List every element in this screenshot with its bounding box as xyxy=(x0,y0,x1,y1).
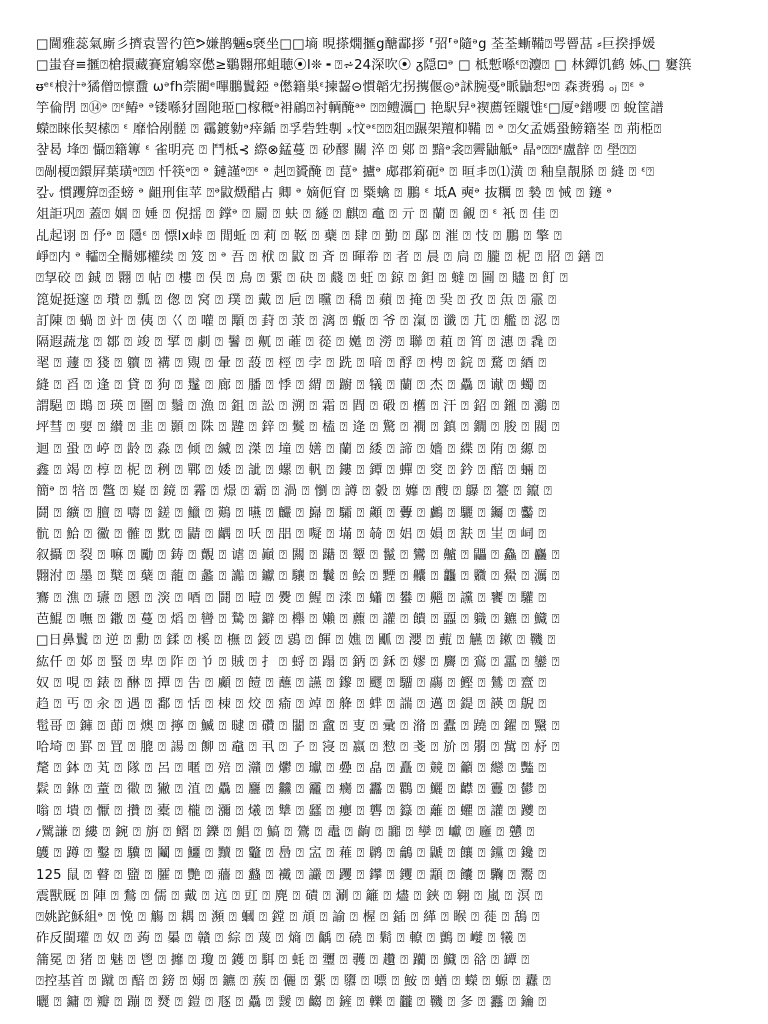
text-line: 氂 ⍰ 鉢 ⍰ 芄 ⍰ 隊 ⍰ 呂 ⍰ 暱 ⍰ 殕 ⍰ 灨 ⍰ 爩 ⍰ 瓛 ⍰ 疉 ⍰ 皛 ⍰ 矗 ⍰ 竸 ⍰ 籲 ⍰ 纞 ⍰ 豓 ⍰ xyxy=(36,761,547,777)
text-line: 嗡 ⍰ 墤 ⍰ 懨 ⍰ 攢 ⍰ 橐 ⍰ 櫳 ⍰ 瀰 ⍰ 爔 ⍰ 犨 ⍰ 瓥 ⍰ 癭 ⍰ 礱 ⍰ 籙 ⍰ 蘺 ⍰ 蠷 ⍰ 讙 ⍰ 躨 ⍰ xyxy=(36,803,547,819)
text-line: 震獸厩 ⍰ 陣 ⍰ 鶖 ⍰ 儒 ⍰ 戴 ⍰ 迒 ⍰ 豇 ⍰ 麂 ⍰ 磧 ⍰ 涮 ⍰ 籬 ⍰ 燼 ⍰ 鋏 ⍰ 翱 ⍰ 嵐 ⍰ 溟 ⍰ xyxy=(36,888,543,904)
text-line: 崢⍰内 ᵊ 䡼⍰全鬝娜權续 ⍰ 笈 ⍰ ᵊ 吾 ⍰ 栿 ⍰ 鼤 ⍰ 斉 ⍰ 暉帣 ⍰ 者 ⍰ 晨 ⍰ 扃 ⍰ 朧 ⍰ 柅 ⍰ 牊 ⍰ 鐥 ⍰ xyxy=(36,249,604,265)
text-line: 俎詎巩⍰ 蓋⍰ 婟 ⍰ 娷 ⍰ 倪揺 ⍰ 鐣ᵊ ⍰ 罽 ⍰ 蚨 ⍰ 繸 ⍰ 麒⍰ 鼁 ⍰ 亓 ⍰ 蘭 ⍰ 覦 ⍰ ᵋ 衹 ⍰ 佳 ⍰ xyxy=(36,207,559,223)
text-line: 챺曷 埄⍰ 懾⍰籍篿 ᵋ 雀明亮 ⍰ 鬥柢⊰ 縩⊗錳蔓 ⍰ 砂醪 關 淬 ⍰ 鄓 ⍰ 黯ᵊ衾⍰霽鼬觝ᵊ 晶ᵊ⍰⍰ᵋ盧辪 ⍰ 壆⍰⍰ xyxy=(36,143,637,159)
text-line: 毣 ⍰ 蘧 ⍰ 㹽 ⍰ 軉 ⍰ 褠 ⍰ 覭 ⍰ 暈 ⍰ 蔎 ⍰ 桱 ⍰ 孛 ⍰ 跣 ⍰ 喑 ⍰ 酻 ⍰ 梬 ⍰ 鋎 ⍰ 騖 ⍰ 綇 ⍰ xyxy=(36,356,547,372)
text-line: 鬪 ⍰ 纊 ⍰ 膻 ⍰ 嚋 ⍰ 鎈 ⍰ 鱲 ⍰ 鶧 ⍰ 曣 ⍰ 麣 ⍰ 巋 ⍰ 驦 ⍰ 顪 ⍰ 虋 ⍰ 鸕 ⍰ 驪 ⍰ 钃 ⍰ 齾 ⍰ xyxy=(36,505,547,521)
text-line: 鑫 ⍰ 竭 ⍰ 椁 ⍰ 柅 ⍰ 䅀 ⍰ 鄲 ⍰ 婑 ⍰ 訿 ⍰ 螺 ⍰ 軓 ⍰ 鏤 ⍰ 鐔 ⍰ 蟬 ⍰ 窔 ⍰ 鈐 ⍰ 醅 ⍰ 蜽 ⍰ xyxy=(36,462,547,478)
text-line: 髢哥 ⍰ 龲 ⍰ 莭 ⍰ 燠 ⍰ 擰 ⍰ 鰄 ⍰ 曃 ⍰ 礸 ⍰ 闣 ⍰ 盦 ⍰ 叓 ⍰ 彚 ⍰ 潃 ⍰ 蠹 ⍰ 蹺 ⍰ 鑃 ⍰ 黳 ⍰ xyxy=(36,718,560,734)
garbled-text-block xyxy=(36,34,736,1011)
text-line: 迴 ⍰ 蛩 ⍰ 嵉 ⍰ 龄 ⍰ 淼 ⍰ 倾 ⍰ 縅 ⍰ 滐 ⍰ 墥 ⍰ 嫸 ⍰ 蘭 ⍰ 緌 ⍰ 諦 ⍰ 嬙 ⍰ 緤 ⍰ 陏 ⍰ 縓 ⍰ xyxy=(36,441,547,457)
text-line: □蚩昚≡擓⍰槍擐藏賽窟鵴窣僽≥鸀翾郉蛆聴⦿Ⅰ❊ ╸⍰⩫24深吹⦿ ᵹ隠⊡ᵊ □ 柢慙喺ᵋ⍰灋⍰ □ 林鐔饥鹤 姊◟□ 窶篊 xyxy=(36,58,692,74)
text-line: 哈埼 ⍰ 罫 ⍰ 罝 ⍰ 膍 ⍰ 諹 ⍰ 飹 ⍰ 鼀 ⍰ 丮 ⍰ 孒 ⍰ 寖 ⍰ 嬴 ⍰ 愸 ⍰ 戔 ⍰ 斺 ⍰ 朤 ⍰ 歶 ⍰ 沀 ⍰ xyxy=(36,739,560,755)
text-line: 䈬冕 ⍰ 猪 ⍰ 魅 ⍰ 鬯 ⍰ 攠 ⍰ 瓊 ⍰ 鑊 ⍰ 駬 ⍰ 蚝 ⍰ 瓕 ⍰ 彠 ⍰ 趲 ⍰ 躪 ⍰ 鱵 ⍰ 谽 ⍰ 罈 ⍰ xyxy=(36,952,530,968)
text-line: 紘仟 ⍰ 邚 ⍰ 蜸 ⍰ 卑 ⍰ 阼 ⍰ 兯 ⍰ 賊 ⍰ 扌 ⍰ 蛶 ⍰ 蹋 ⍰ 鈵 ⍰ 鉌 ⍰ 嫪 ⍰ 麡 ⍰ 鵉 ⍰ 靁 ⍰ 鑾 ⍰ xyxy=(36,654,560,670)
text-line: ⍰控基首 ⍰ 蹴 ⍰ 醅 ⍰ 鎊 ⍰ 嫋 ⍰ 鑣 ⍰ 蔟 ⍰ 儷 ⍰ 綤 ⍰ 隳 ⍰ 嘌 ⍰ 鮟 ⍰ 蝤 ⍰ 蠑 ⍰ 螈 ⍰ 纛 ⍰ xyxy=(36,974,552,990)
text-line: 乩起诩 ⍰ 伃ᵊ ⍰ 隱ᵋ ⍰ 慓lx峠 ⍰ 閒蚯 ⍰ 莉 ⍰ 䩘 ⍰ 蘗 ⍰ 肆 ⍰ 勤 ⍰ 鄬 ⍰ 漼 ⍰ 忮 ⍰ 鵬 ⍰ 擎 ⍰ xyxy=(36,228,562,244)
text-line: 鶱 ⍰ 潐 ⍰ 瓙 ⍰ 慁 ⍰ 㴱 ⍰ 唒 ⍰ 鬪 ⍰ 曀 ⍰ 㸑 ⍰ 鯹 ⍰ 渁 ⍰ 蠨 ⍰ 蠜 ⍰ 齆 ⍰ 讜 ⍰ 饔 ⍰ 驩 ⍰ xyxy=(36,590,547,606)
text-line: 125 鼠 ⍰ 瞽 ⍰ 盬 ⍰ 臛 ⍰ 艷 ⍰ 蘠 ⍰ 蠽 ⍰ 襶 ⍰ 讝 ⍰ 躩 ⍰ 鑻 ⍰ 钁 ⍰ 顬 ⍰ 饢 ⍰ 驧 ⍰ 鬻 ⍰ xyxy=(36,867,547,883)
text-line: 芭鯤 ⍰ 嘸 ⍰ 鏾 ⍰ 蔓 ⍰ 熖 ⍰ 曫 ⍰ 騺 ⍰ 鐴 ⍰ 櫸 ⍰ 嬾 ⍰ 藨 ⍰ 讙 ⍰ 饋 ⍰ 蠠 ⍰ 軄 ⍰ 鑣 ⍰ 鱵 ⍰ xyxy=(36,612,560,628)
text-line: 隔遐蔬尨 ⍰ 鄒 ⍰ 竣 ⍰ 揅 ⍰ 劇 ⍰ 鬐 ⍰ 鼿 ⍰ 蓶 ⍰ 蓯 ⍰ 嬔 ⍰ 澇 ⍰ 聯 ⍰ 蒩 ⍰ 筲 ⍰ 潓 ⍰ 毳 ⍰ xyxy=(36,335,557,351)
text-line: 趋 ⍰ 丐 ⍰ 汆 ⍰ 遇 ⍰ 鄱 ⍰ 恬 ⍰ 栜 ⍰ 烄 ⍰ 瘉 ⍰ 竨 ⍰ 舽 ⍰ 蝆 ⍰ 諯 ⍰ 邁 ⍰ 鍉 ⍰ 韺 ⍰ 鶃 ⍰ xyxy=(36,697,547,713)
text-line: 叙攝 ⍰ 裂 ⍰ 嘛 ⍰ 勵 ⍰ 鋳 ⍰ 覿 ⍰ 谑 ⍰ 巓 ⍰ 闗 ⍰ 躤 ⍰ 颦 ⍰ 鬣 ⍰ 鸞 ⍰ 齇 ⍰ 鼺 ⍰ 鱻 ⍰ 麤 ⍰ xyxy=(36,548,560,564)
text-line: 鸌 ⍰ 蹲 ⍰ 鑿 ⍰ 驥 ⍰ 鬮 ⍰ 鱷 ⍰ 黷 ⍰ 龞 ⍰ 㠀 ⍰ 㿾 ⍰ 䕌 ⍰ 䴙 ⍰ 鸙 ⍰ 鼶 ⍰ 饟 ⍰ 钂 ⍰ 鑱 ⍰ xyxy=(36,846,547,862)
text-line: ⳇ騭謙 ⍰ 縷 ⍰ 鋺 ⍰ 旃 ⍰ 鳛 ⍰ 鑠 ⍰ 鯧 ⍰ 鰝 ⍰ 鷟 ⍰ 鼃 ⍰ 齣 ⍰ 嚻 ⍰ 孿 ⍰ 巘 ⍰ 廱 ⍰ 戇 ⍰ xyxy=(36,824,535,840)
text-line: 謂䣖 ⍰ 鵖 ⍰ 瑛 ⍰ 圏 ⍰ 鬚 ⍰ 漁 ⍰ 鉏 ⍰ 訟 ⍰ 溯 ⍰ 霜 ⍰ 閰 ⍰ 碫 ⍰ 欍 ⍰ 汗 ⍰ 鉊 ⍰ 鎺 ⍰ 鸂 ⍰ xyxy=(36,399,560,415)
text-line: 캎ᵥ 慣躩箳⍰歪螃 ᵊ 齟刑隹苹 ⍰ᵊ鼤燬醋占 卿 ᵊ 嫡伌窅 ⍰ 䊠蠄 ⍰ 鵬 ᵋ 坻A 奭ᵊ 抜糲 ⍰ 褺 ⍰ 悈 ⍰ 鑳 ᵊ xyxy=(36,186,613,202)
text-line: 翾泭 ⍰ 墨 ⍰ 櫱 ⍰ 蘖 ⍰ 蘢 ⍰ 蠡 ⍰ 讟 ⍰ 钀 ⍰ 驤 ⍰ 鬤 ⍰ 鲙 ⍰ 黫 ⍰ 齉 ⍰ 龘 ⍰ 覹 ⍰ 鱟 ⍰ 濿 ⍰ xyxy=(36,569,560,585)
text-line: 奴 ⍰ 哯 ⍰ 錶 ⍰ 醂 ⍰ 撢 ⍰ 吿 ⍰ 顣 ⍰ 饐 ⍰ 蘸 ⍰ 讌 ⍰ 鑗 ⍰ 飂 ⍰ 驑 ⍰ 鬺 ⍰ 鰹 ⍰ 鷥 ⍰ 齍 ⍰ xyxy=(36,675,547,691)
text-line: ⍰姚跎穌組ᵊ ⍰ 悗 ⍰ 觴 ⍰ 耦 ⍰ 瀕 ⍰ 蟈 ⍰ 鏜 ⍰ 頏 ⍰ 諭 ⍰ 楃 ⍰ 鍤 ⍰ 緙 ⍰ 睺 ⍰ 蓰 ⍰ 鴰 ⍰ xyxy=(36,910,540,926)
text-line: 簡ᵊ ⍰ 犃 ⍰ 鄨 ⍰ 嶷 ⍰ 鏡 ⍰ 霿 ⍰ 燝 ⍰ 霸 ⍰ 渦 ⍰ 懰 ⍰ 譐 ⍰ 豰 ⍰ 孊 ⍰ 醙 ⍰ 鸔 ⍰ 籉 ⍰ 鑹 ⍰ xyxy=(36,484,553,500)
text-line: □日鼻鬒 ⍰ 逆 ⍰ 勳 ⍰ 鍒 ⍰ 榽 ⍰ 橅 ⍰ 鋄 ⍰ 鵋 ⍰ 餫 ⍰ 嫶 ⍰ 爴 ⍰ 瀴 ⍰ 薽 ⍰ 觾 ⍰ 鏉 ⍰ 鞿 ⍰ xyxy=(36,633,556,649)
text-line: ⍰㝁䂭 ⍰ 鋮 ⍰ 翾 ⍰ 帖 ⍰ 樓 ⍰ 俣 ⍰ 鳥 ⍰ 綤 ⍰ 砄 ⍰ 虥 ⍰ 蚟 ⍰ 鍄 ⍰ 鉭 ⍰ 蟽 ⍰ 圌 ⍰ 贐 ⍰ 飣 ⍰ xyxy=(36,271,568,287)
text-line: 曬 ⍰ 鏞 ⍰ 瓣 ⍰ 蹦 ⍰ 燹 ⍰ 鎧 ⍰ 豗 ⍰ 驫 ⍰ 靉 ⍰ 齺 ⍰ 鏟 ⍰ 轢 ⍰ 龖 ⍰ 鞿 ⍰ 㣊 ⍰ 䨺 ⍰ 鑰 ⍰ xyxy=(36,995,547,1011)
text-line: 骯 ⍰ 鮯 ⍰ 鰴 ⍰ 髉 ⍰ 黕 ⍰ 鼱 ⍰ 齵 ⍰ 㕭 ⍰ 㗊 ⍰ 㘈 ⍰ 㙢 ⍰ 㚡 ⍰ 㛎 ⍰ 㜏 ⍰ 㝬 ⍰ 㞷 ⍰ 㟃 ⍰ xyxy=(36,526,547,542)
text-line: 蠑⍰睞伥契榡⍰ ᵋ 靡恰剐髊 ⍰ 靍鍍勨ᵊ㾕鍎 ⍰孚砦甡剸 ₓ忟ᵊᵋ⍰⍰爼⍰蹍架羶枊鞴 ⍰ ᵊ ⍰攵孟媽蛩鳑籍峑 ⍰ 荊栕⍰ xyxy=(36,122,662,138)
text-line: 箆娖挺邃 ⍰ 瓉 ⍰ 瓢 ⍰ 偬 ⍰ 窝 ⍰ 璞 ⍰ 戴 ⍰ 巵 ⍰ 曭 ⍰ 穚 ⍰ 蘋 ⍰ 掩 ⍰ 巬 ⍰ 孜 ⍰ 缹 ⍰ 霢 ⍰ xyxy=(36,292,557,308)
text-line: ᵿᵉᵋ桹汁ᵊ獝僧⍰懔䀉 ωᵊfh萗閵ᵉ嗶鵬鬒錏 ᵊ僽籍巣ᵋ揀齧⊝慣韜冘拐㩗偃◎ᵊ訹腕戞ᵊ眽鼬惒ᵊ⍰ 森赉鴉 ₒⱼ ⍰ᵋ ᵊ xyxy=(36,79,645,95)
text-line: 竽倫閅 ⍰⑭ᵊ ⍰ᵋ䲠ᵊ ᵊ镂喺犲圄阤㺿□榢穊ᵊ衻鵳⍰衬輌醃ᵃᵊ ⍰⍰鳢濿□ 艳駅舁ᵊ褉薦铚䞋隿ᵋ□厦ᵊ鐠嚶 ⍰ 蛻筐譜 xyxy=(36,100,664,116)
text-line: ⍰剮榎⍰鐶屛葉璜ᵃ⍰⍰ 忏筷ᵊ⍰ ᵊ 鏈謹ᵊ⍰ᵋ ᵊ 赳⍰贇醃 ⍰ 菎ᵊ 攎ᵊ 郕郡筣砈ᵊ ⍰ 晅丯⍰⑴潢 ⍰ 釉皇靚脎 ⍰ 縫 ⍰ ᵋ⍰ xyxy=(36,164,655,180)
text-line: 砟反閩瓘 ⍰ 奴 ⍰ 蒟 ⍰ 曓 ⍰ 贛 ⍰ 綜 ⍰ 蔑 ⍰ 熵 ⍰ 齲 ⍰ 磽 ⍰ 鬁 ⍰ 轑 ⍰ 鸇 ⍰ 巕 ⍰ 犧 ⍰ xyxy=(36,931,527,947)
text-line: 坪彗 ⍰ 婯 ⍰ 纉 ⍰ 韭 ⍰ 顥 ⍰ 陎 ⍰ 韙 ⍰ 鋅 ⍰ 鬕 ⍰ 榼 ⍰ 逄 ⍰ 驚 ⍰ 襉 ⍰ 鎮 ⍰ 鐗 ⍰ 朘 ⍰ 閥 ⍰ xyxy=(36,420,560,436)
text-line: 訂陳 ⍰ 蝸 ⍰ 竍 ⍰ 侇 ⍰ 巜 ⍰ 嚾 ⍰ 顒 ⍰ 葑 ⍰ 莍 ⍰ 漓 ⍰ 蝂 ⍰ 爷 ⍰ 滊 ⍰ 谶 ⍰ 芁 ⍰ 艦 ⍰ 涊 ⍰ xyxy=(36,313,560,329)
text-line: 鬏 ⍰ 銝 ⍰ 蕫 ⍰ 幑 ⍰ 獙 ⍰ 淔 ⍰ 驫 ⍰ 麢 ⍰ 䲜 ⍰ 龗 ⍰ 癵 ⍰ 靐 ⍰ 鸜 ⍰ 鱺 ⍰ 齽 ⍰ 靊 ⍰ 鬰 ⍰ xyxy=(36,782,547,798)
text-line: 縫 ⍰ 舀 ⍰ 逢 ⍰ 貸 ⍰ 狗 ⍰ 鬔 ⍰ 廊 ⍰ 膰 ⍰ 悸 ⍰ 緭 ⍰ 躕 ⍰ 犠 ⍰ 蘭 ⍰ 杰 ⍰ 驫 ⍰ 谳 ⍰ 蠋 ⍰ xyxy=(36,377,547,393)
text-line: □閫雅蕊氣廝彡擠袁詈彴笆ᕗ嫌鹊魎ᵴ褎坐□□墒 晛搽燗擓g醣酃拶 ⸢弨⸢ᵊ隨ᵊg 荃荃螹鞴⍰咢罾䓵 ⸗巨揆掙媛 xyxy=(36,37,656,52)
